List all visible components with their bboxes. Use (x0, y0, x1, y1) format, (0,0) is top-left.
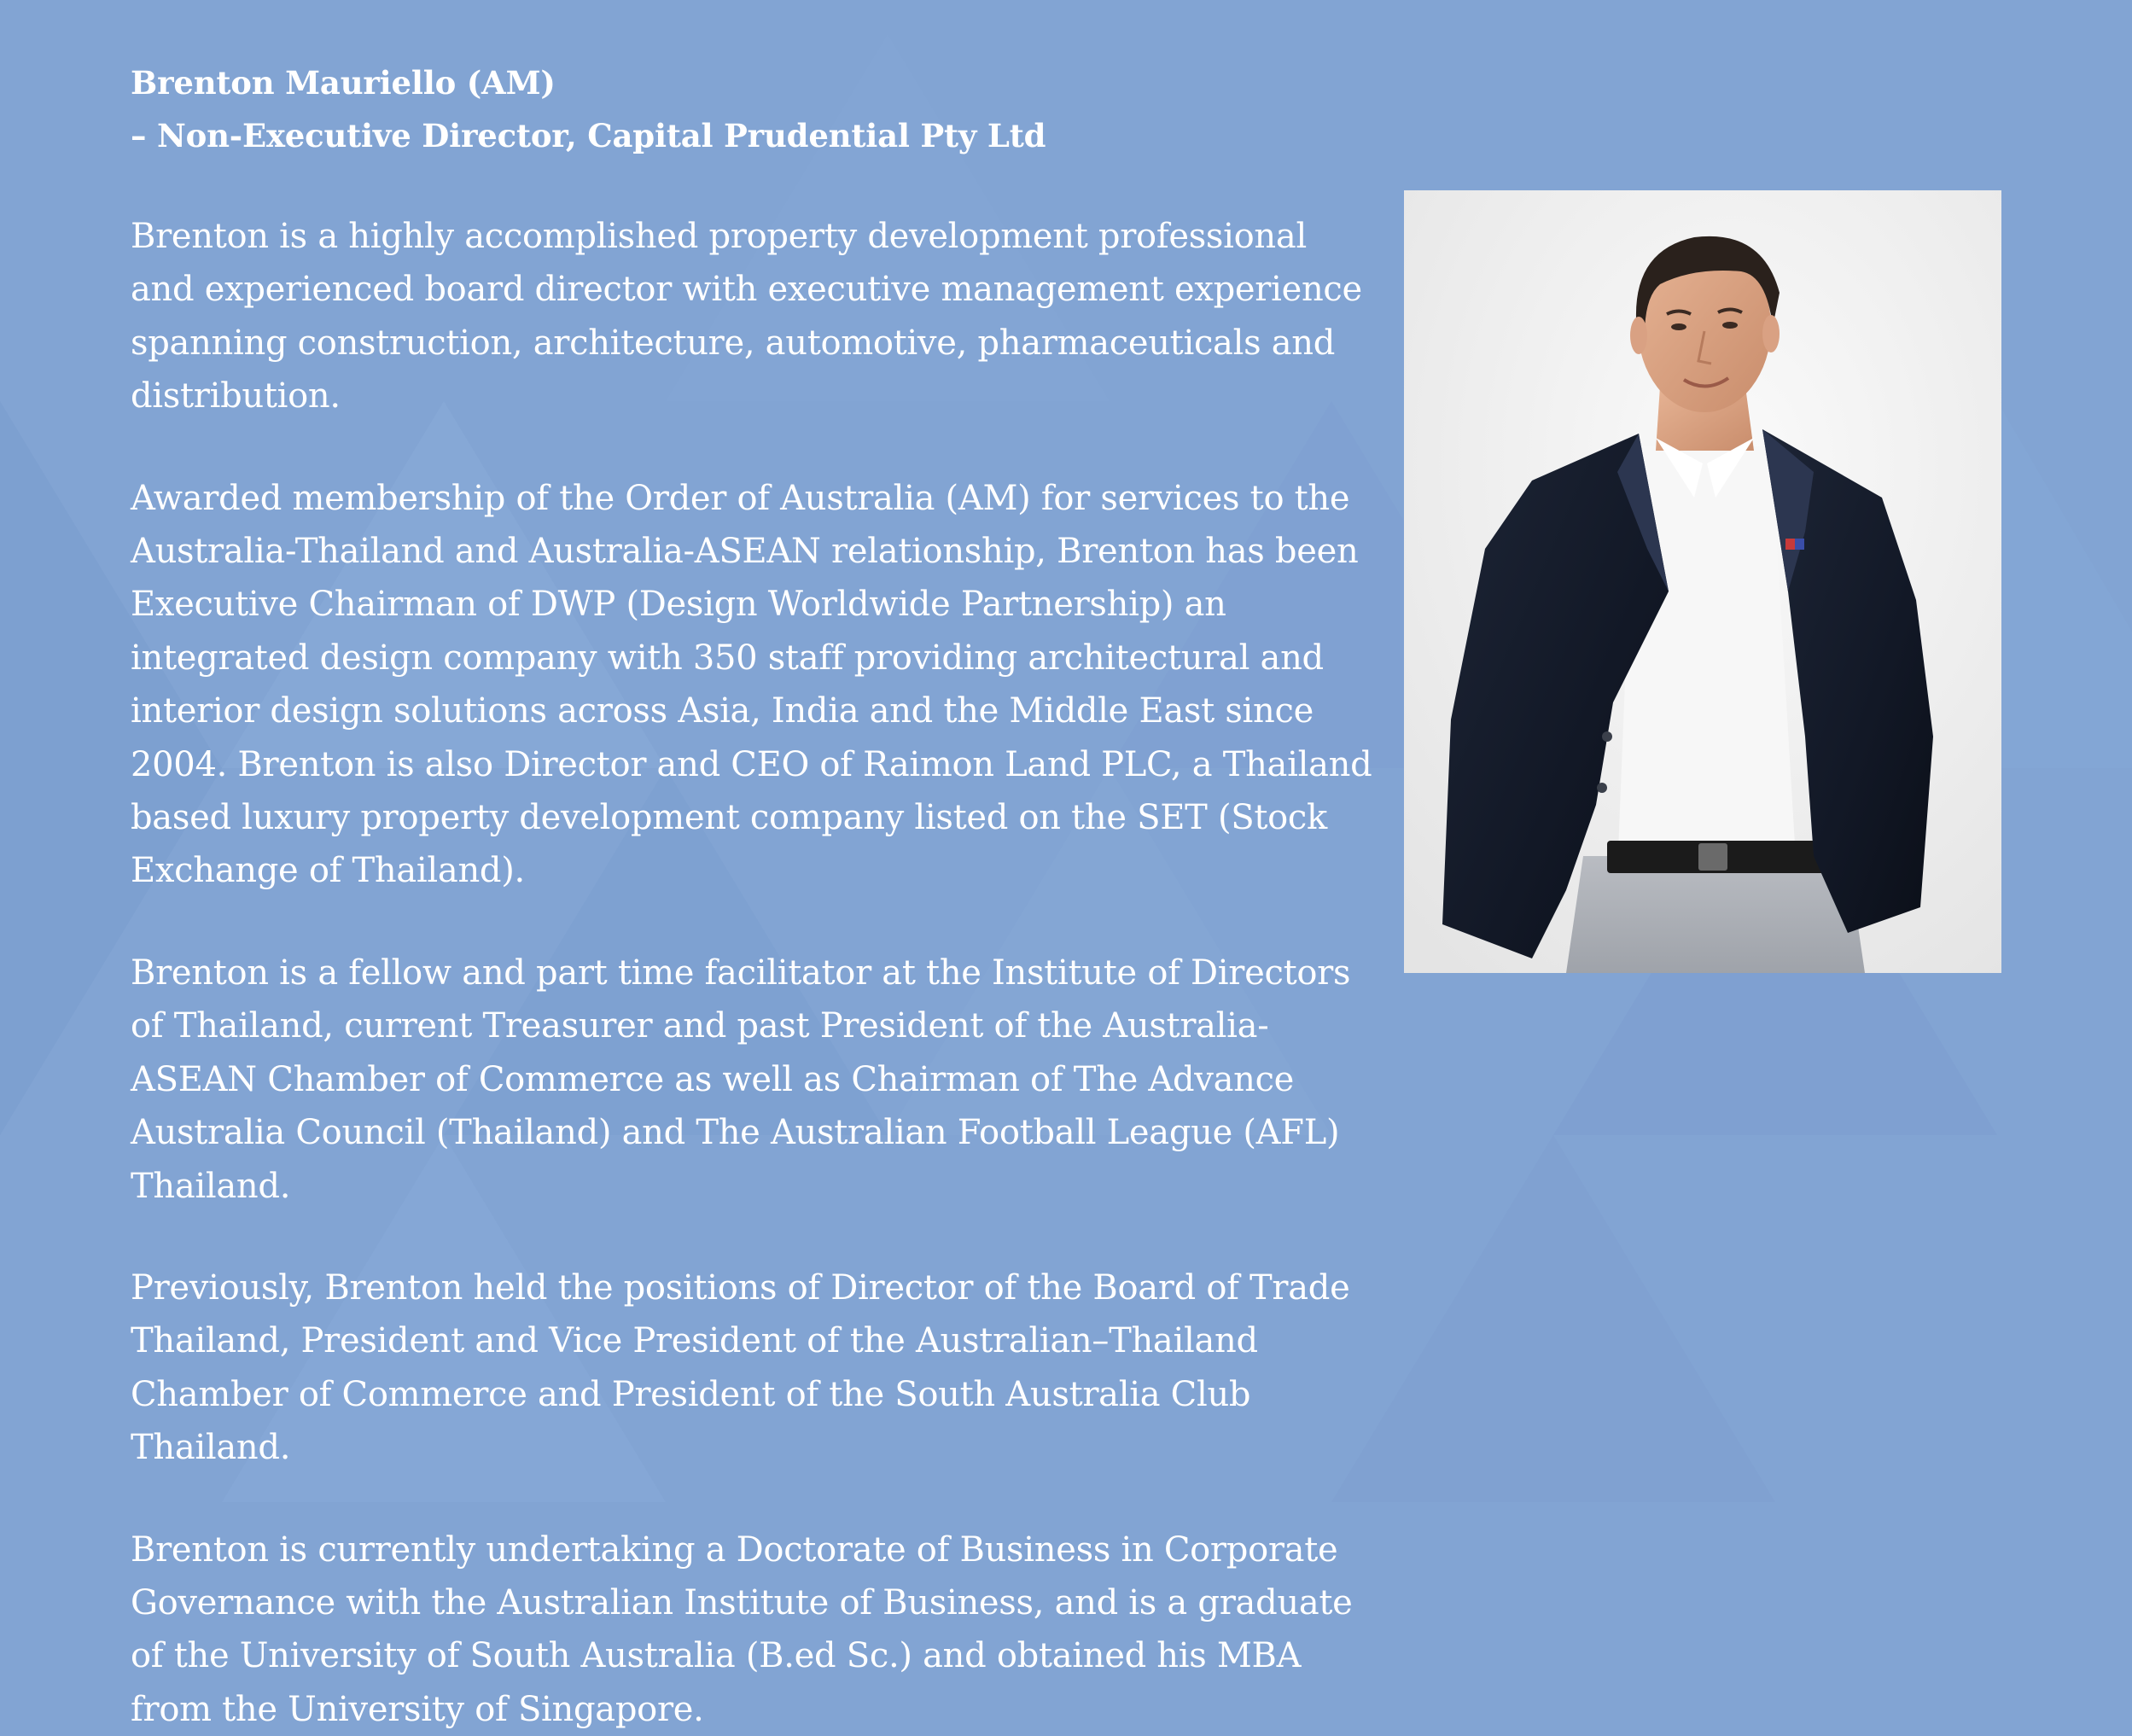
profile-bio (131, 210, 1377, 1736)
portrait-illustration (1404, 190, 2001, 973)
profile-content (131, 56, 1377, 1736)
bio-paragraph: Brenton is a highly accomplished property development professional and experienced board director with executive management experience spanning construction, architecture, automotive, pharmaceuticals and distribution. (131, 217, 1362, 417)
bio-paragraph: Awarded membership of the Order of Australia (AM) for services to the Australia-Thailand and Australia-ASEAN relationship, Brenton has been Executive Chairman of DWP (Design Worldwide Partnership) an integrated design company with 350 staff providing architectural and interior design solutions across Asia, India and the Middle East since 2004. Brenton is also Director and CEO of Raimon Land PLC, a Thailand based luxury property development company listed on the SET (Stock Exchange of Thailand). (131, 478, 1372, 891)
bio-paragraph: Brenton is currently undertaking a Doctorate of Business in Corporate Governance with the Australian Institute of Business, and is a graduate of the University of South Australia (B.ed Sc.) and obtained his MBA from the University of Singapore. (131, 1529, 1353, 1729)
bio-paragraph: Brenton is a fellow and part time facilitator at the Institute of Directors of Thailand, current Treasurer and past President of the Australia-ASEAN Chamber of Commerce as well as Chairman of The Advance Australia Council (Thailand) and The Australian Football League (AFL) Thailand. (131, 952, 1351, 1206)
profile-role: – Non-Executive Director, Capital Prudential Pty Ltd (131, 117, 1046, 154)
bio-paragraph: Previously, Brenton held the positions of Director of the Board of Trade Thailand, President and Vice President of the Australian–Thailand Chamber of Commerce and President of the South Australia Club Thailand. (131, 1267, 1350, 1468)
profile-portrait (1404, 190, 2001, 973)
profile-name: Brenton Mauriello (AM) (131, 64, 556, 102)
